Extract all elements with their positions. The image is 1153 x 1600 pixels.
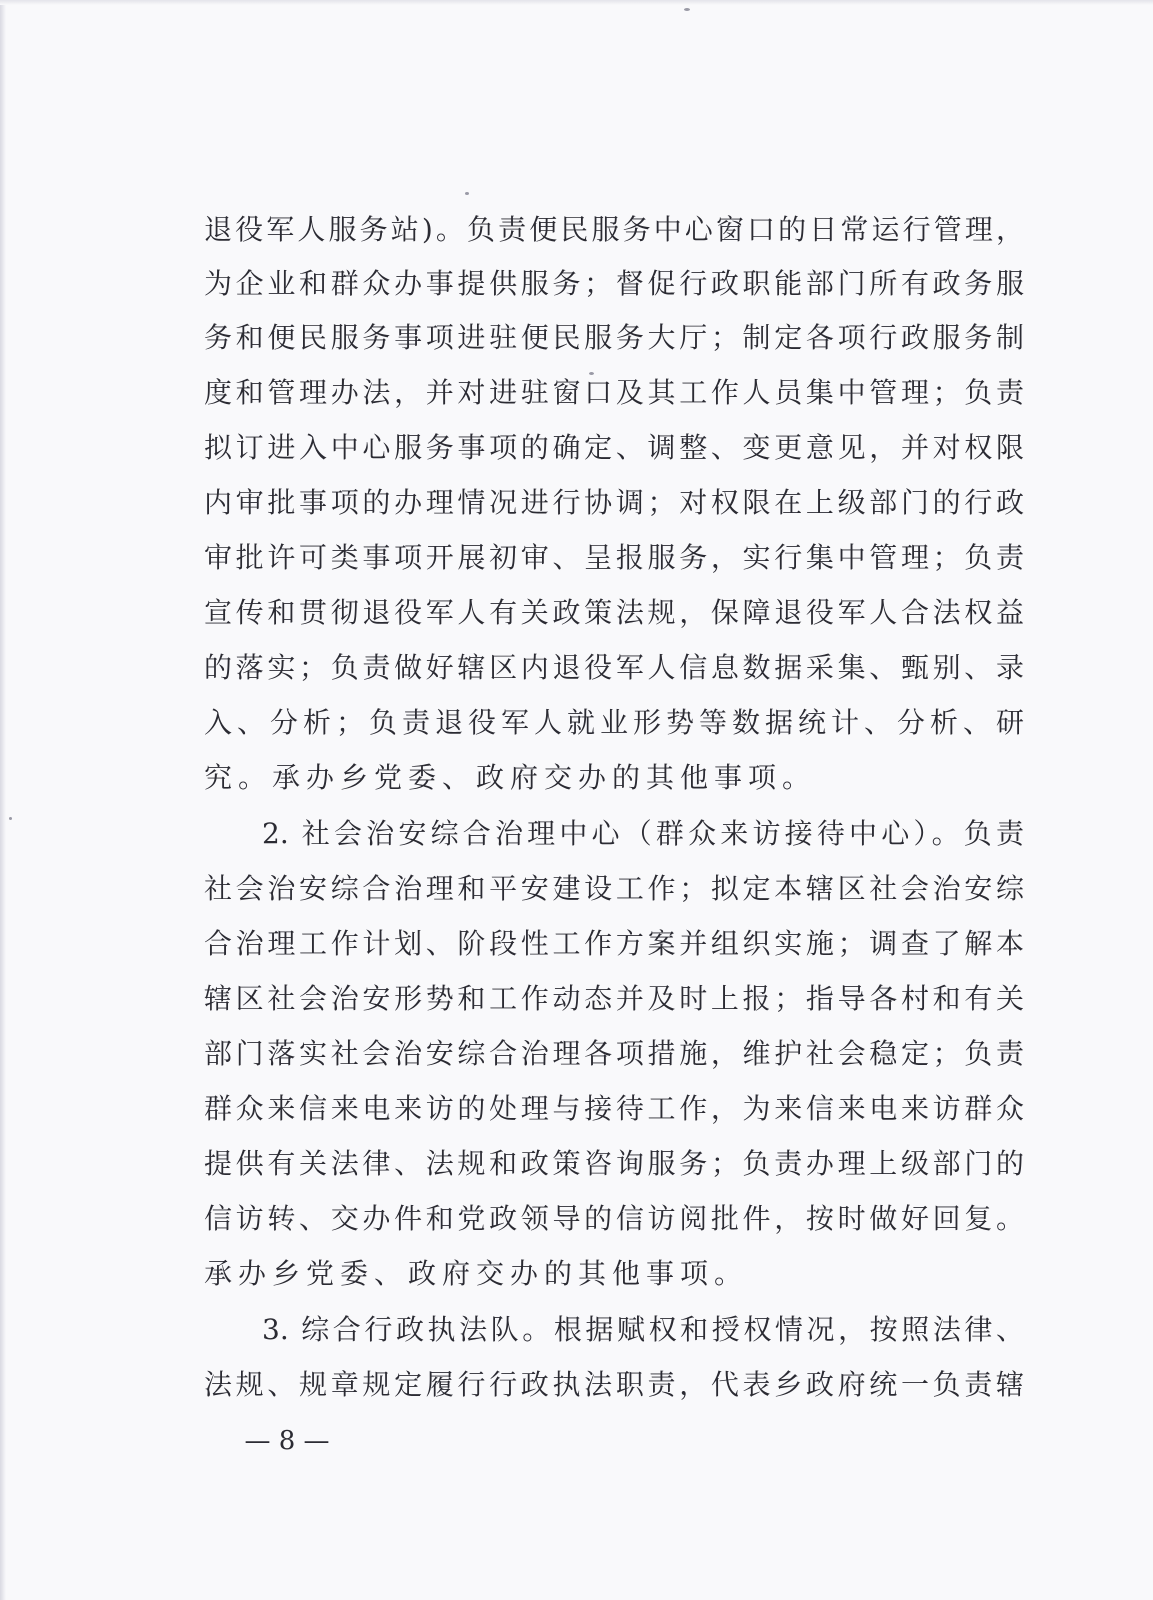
text-line: 入、分析；负责退役军人就业形势等数据统计、分析、研 [204, 706, 1024, 739]
text-line: 辖区社会治安形势和工作动态并及时上报；指导各村和有关 [204, 982, 1024, 1015]
text-line: 内审批事项的办理情况进行协调；对权限在上级部门的行政 [204, 486, 1024, 519]
scan-speck [684, 8, 690, 11]
scan-speck [465, 192, 469, 195]
text-line: 信访转、交办件和党政领导的信访阅批件，按时做好回复。 [204, 1202, 1024, 1235]
text-line: 合治理工作计划、阶段性工作方案并组织实施；调查了解本 [204, 927, 1024, 960]
text-line: 退役军人服务站)。负责便民服务中心窗口的日常运行管理， [204, 213, 1024, 246]
text-line: 究。承办乡党委、政府交办的其他事项。 [204, 761, 817, 794]
text-line: 群众来信来电来访的处理与接待工作，为来信来电来访群众 [204, 1092, 1024, 1125]
text-line: 拟订进入中心服务事项的确定、调整、变更意见，并对权限 [204, 431, 1024, 464]
section-heading-line: 2. 社会治安综合治理中心（群众来访接待中心）。负责 [262, 817, 1024, 850]
scan-edge-top [0, 0, 1153, 5]
text-line: 部门落实社会治安综合治理各项措施，维护社会稳定；负责 [204, 1037, 1024, 1070]
text-line: 度和管理办法，并对进驻窗口及其工作人员集中管理；负责 [204, 376, 1024, 409]
text-line: 提供有关法律、法规和政策咨询服务；负责办理上级部门的 [204, 1147, 1024, 1180]
scan-edge-left [0, 0, 6, 1600]
text-line: 为企业和群众办事提供服务；督促行政职能部门所有政务服 [204, 267, 1024, 300]
text-line: 社会治安综合治理和平安建设工作；拟定本辖区社会治安综 [204, 872, 1024, 905]
section-heading-line: 3. 综合行政执法队。根据赋权和授权情况，按照法律、 [262, 1313, 1024, 1346]
scan-speck [589, 372, 594, 375]
text-line: 的落实；负责做好辖区内退役军人信息数据采集、甄别、录 [204, 651, 1024, 684]
text-line: 法规、规章规定履行行政执法职责，代表乡政府统一负责辖 [204, 1368, 1024, 1401]
text-line: 务和便民服务事项进驻便民服务大厅；制定各项行政服务制 [204, 321, 1024, 354]
text-line: 宣传和贯彻退役军人有关政策法规，保障退役军人合法权益 [204, 596, 1024, 629]
text-line: 审批许可类事项开展初审、呈报服务，实行集中管理；负责 [204, 541, 1024, 574]
page-number: — 8 — [244, 1426, 330, 1456]
text-line: 承办乡党委、政府交办的其他事项。 [204, 1257, 749, 1290]
scan-speck [9, 817, 12, 820]
